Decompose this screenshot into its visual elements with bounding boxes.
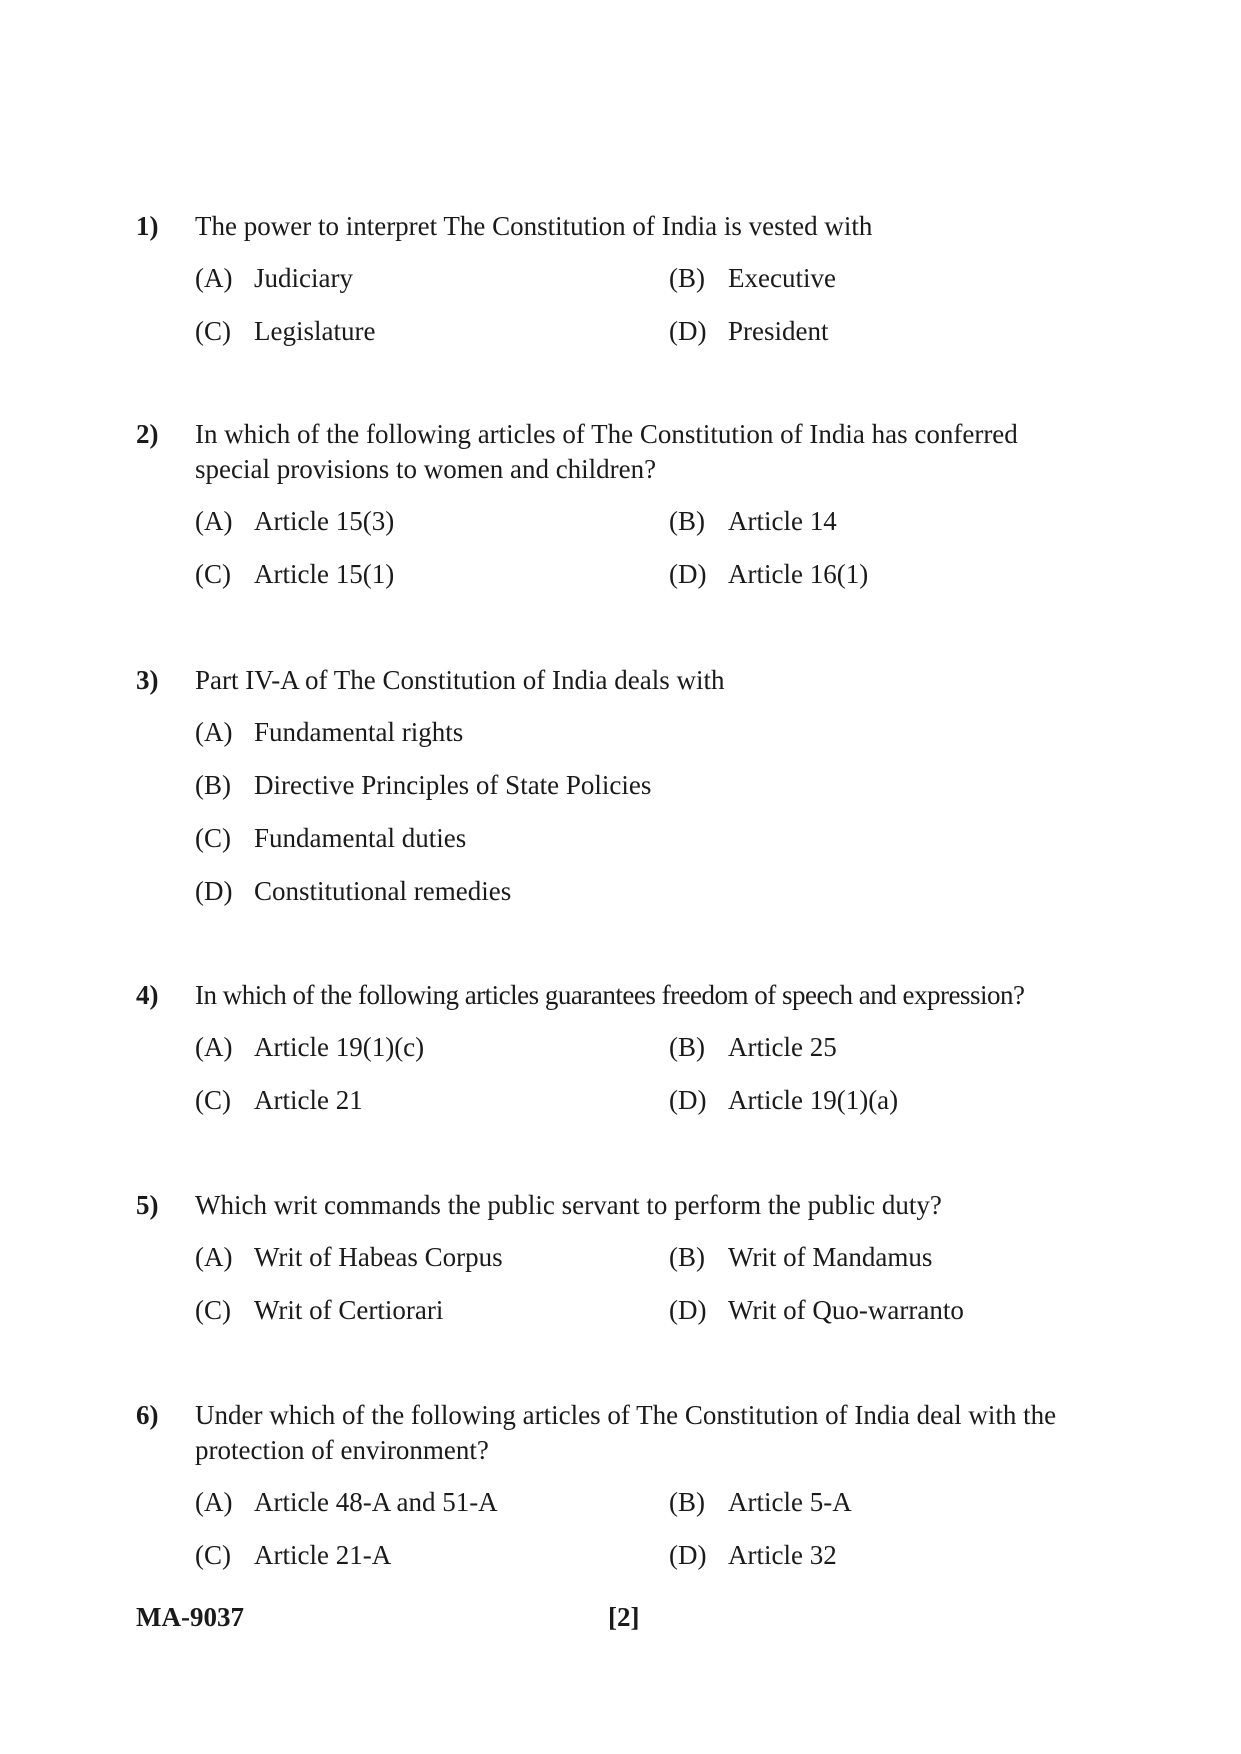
option-letter: (C)	[195, 823, 231, 853]
paper-code: MA-9037	[136, 1602, 244, 1632]
option-letter: (A)	[195, 1242, 233, 1272]
question-number: 1)	[136, 211, 159, 241]
option-text: Article 32	[728, 1540, 837, 1570]
option-text: Article 16(1)	[728, 559, 869, 589]
option-text: Fundamental duties	[254, 823, 467, 853]
option-letter: (B)	[195, 770, 231, 800]
option-text: Article 21	[254, 1085, 363, 1115]
option-a[interactable]	[195, 504, 669, 557]
question-text: Which writ commands the public servant to perform the public duty?	[195, 1190, 942, 1220]
option-text: Article 5-A	[728, 1487, 852, 1517]
option-letter: (C)	[195, 1085, 231, 1115]
option-d[interactable]	[195, 874, 1089, 927]
option-b[interactable]	[669, 1485, 1089, 1538]
question-text: The power to interpret The Constitution of India is vested with	[195, 211, 873, 241]
option-b[interactable]	[669, 504, 1089, 557]
option-text: Directive Principles of State Policies	[254, 770, 652, 800]
question-number: 2)	[136, 419, 159, 449]
question-number: 5)	[136, 1190, 159, 1220]
question-number: 6)	[136, 1400, 159, 1430]
option-c[interactable]	[195, 557, 669, 610]
option-text: Article 48-A and 51-A	[254, 1487, 498, 1517]
option-text: Writ of Certiorari	[254, 1295, 444, 1325]
option-letter: (B)	[669, 1032, 705, 1062]
option-letter: (D)	[669, 559, 707, 589]
option-letter: (B)	[669, 263, 705, 293]
option-b[interactable]	[669, 1240, 1089, 1293]
option-d[interactable]	[669, 1293, 1089, 1346]
option-letter: (B)	[669, 506, 705, 536]
option-text: Executive	[728, 263, 836, 293]
option-letter: (B)	[669, 1487, 705, 1517]
option-text: Writ of Quo-warranto	[728, 1295, 964, 1325]
option-letter: (D)	[669, 1295, 707, 1325]
question-text: In which of the following articles of The Constitution of India has conferred special provisions to women and children?	[195, 419, 1018, 484]
option-d[interactable]	[669, 314, 1089, 367]
option-text: Article 14	[728, 506, 837, 536]
option-text: Constitutional remedies	[254, 876, 512, 906]
question-2	[136, 417, 1096, 610]
option-text: Article 15(3)	[254, 506, 395, 536]
question-text: Part IV-A of The Constitution of India deals with	[195, 665, 725, 695]
question-number: 3)	[136, 665, 159, 695]
option-c[interactable]	[195, 1083, 669, 1136]
option-c[interactable]	[195, 1293, 669, 1346]
option-text: Judiciary	[254, 263, 353, 293]
option-a[interactable]	[195, 261, 669, 314]
option-letter: (A)	[195, 1487, 233, 1517]
option-text: Article 19(1)(c)	[254, 1032, 425, 1062]
option-letter: (D)	[669, 316, 707, 346]
option-c[interactable]	[195, 821, 1089, 874]
option-a[interactable]	[195, 1030, 669, 1083]
option-letter: (C)	[195, 316, 231, 346]
option-text: Article 25	[728, 1032, 837, 1062]
question-text: In which of the following articles guarantees freedom of speech and expression?	[195, 980, 1025, 1010]
option-letter: (C)	[195, 559, 231, 589]
option-letter: (A)	[195, 506, 233, 536]
option-letter: (C)	[195, 1540, 231, 1570]
question-text: Under which of the following articles of The Constitution of India deal with the protection of environment?	[195, 1400, 1057, 1465]
option-d[interactable]	[669, 557, 1089, 610]
option-b[interactable]	[669, 1030, 1089, 1083]
option-text: Fundamental rights	[254, 717, 464, 747]
option-letter: (A)	[195, 1032, 233, 1062]
question-number: 4)	[136, 980, 159, 1010]
option-text: Article 21-A	[254, 1540, 392, 1570]
question-6	[136, 1398, 1096, 1591]
option-text: President	[728, 316, 829, 346]
option-c[interactable]	[195, 314, 669, 367]
option-a[interactable]	[195, 715, 1089, 768]
option-a[interactable]	[195, 1485, 669, 1538]
option-a[interactable]	[195, 1240, 669, 1293]
option-d[interactable]	[669, 1538, 1089, 1591]
option-letter: (D)	[669, 1085, 707, 1115]
option-letter: (B)	[669, 1242, 705, 1272]
option-letter: (A)	[195, 717, 233, 747]
option-text: Writ of Habeas Corpus	[254, 1242, 503, 1272]
option-b[interactable]	[195, 768, 1089, 821]
question-1	[136, 209, 1096, 367]
option-text: Legislature	[254, 316, 376, 346]
question-4	[136, 978, 1096, 1136]
option-letter: (D)	[195, 876, 233, 906]
option-text: Article 15(1)	[254, 559, 395, 589]
option-c[interactable]	[195, 1538, 669, 1591]
page-number: [2]	[608, 1602, 640, 1632]
option-text: Article 19(1)(a)	[728, 1085, 899, 1115]
question-5	[136, 1188, 1096, 1346]
option-d[interactable]	[669, 1083, 1089, 1136]
option-text: Writ of Mandamus	[728, 1242, 933, 1272]
option-letter: (D)	[669, 1540, 707, 1570]
option-letter: (A)	[195, 263, 233, 293]
question-3	[136, 663, 1096, 927]
option-letter: (C)	[195, 1295, 231, 1325]
option-b[interactable]	[669, 261, 1089, 314]
